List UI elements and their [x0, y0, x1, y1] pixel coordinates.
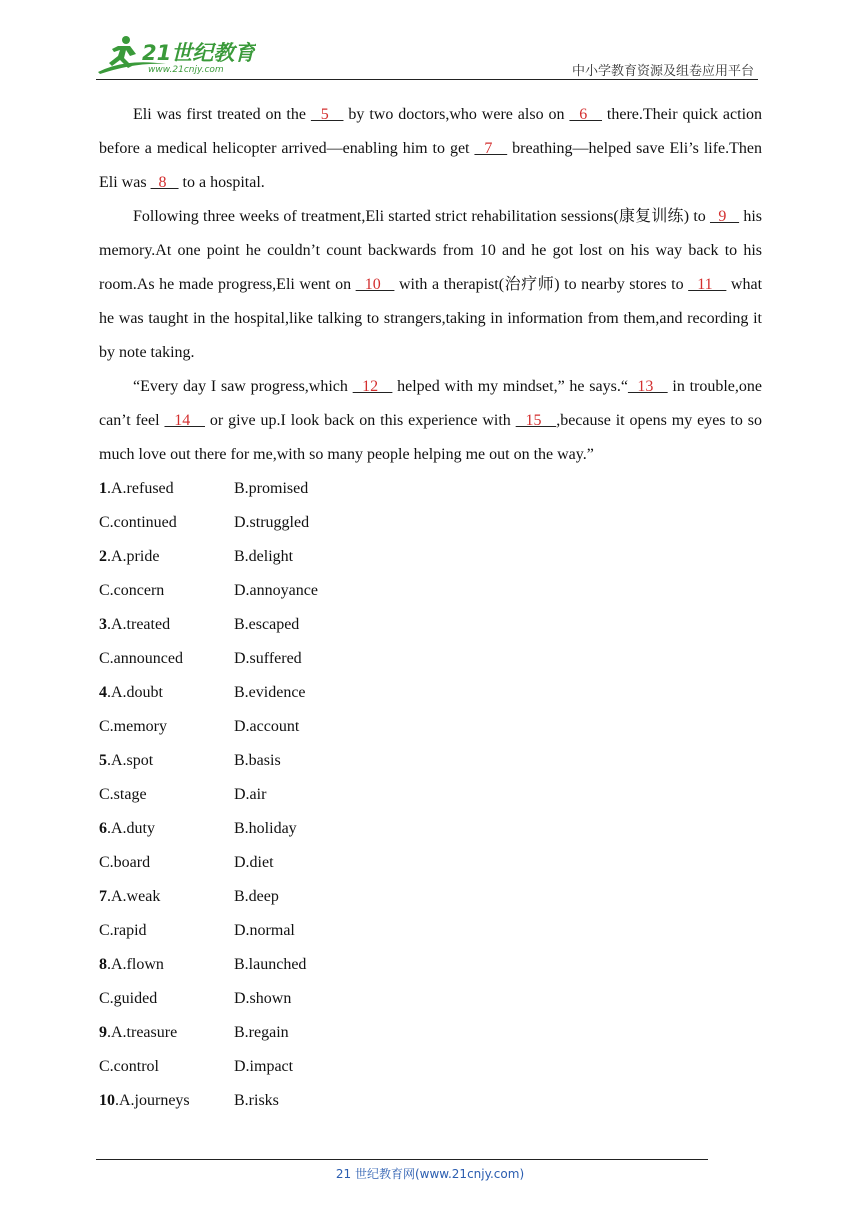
option-b: B.regain	[234, 1024, 289, 1041]
option-b: B.promised	[234, 480, 309, 497]
passage-text: by two doctors,who were also on	[343, 106, 570, 123]
blank-number: 15	[515, 412, 557, 429]
option-a: 4.A.doubt	[99, 684, 163, 701]
footer-text: 21 世纪教育网(www.21cnjy.com)	[335, 1167, 525, 1181]
option-row	[99, 744, 762, 778]
option-d: D.shown	[234, 990, 292, 1007]
option-c: C.stage	[99, 786, 147, 803]
passage-paragraph	[99, 200, 762, 370]
option-a: 9.A.treasure	[99, 1024, 178, 1041]
answer-blank	[353, 378, 393, 395]
option-c: C.announced	[99, 650, 183, 667]
option-a: 6.A.duty	[99, 820, 155, 837]
option-d: D.diet	[234, 854, 274, 871]
option-b: B.holiday	[234, 820, 297, 837]
passage-text: Eli was first treated on the	[133, 106, 311, 123]
footer-divider	[96, 1159, 708, 1160]
option-a: 2.A.pride	[99, 548, 160, 565]
option-d: D.struggled	[234, 514, 310, 531]
option-b: B.escaped	[234, 616, 300, 633]
option-a-text: A.flown	[111, 956, 164, 973]
answer-blank	[688, 276, 726, 293]
header-divider	[96, 79, 758, 80]
passage-paragraph	[99, 370, 762, 472]
option-a: 8.A.flown	[99, 956, 164, 973]
answer-blank	[569, 106, 602, 123]
document-body	[99, 98, 762, 1118]
question-number: 5	[99, 752, 107, 769]
logo-title: 21世纪教育	[142, 41, 256, 65]
passage-text: ,because it opens my eyes to so much love out there for me,with so many people helping me out on the way.”	[99, 412, 763, 463]
option-a-text: A.spot	[111, 752, 154, 769]
blank-number: 7	[474, 140, 508, 157]
answer-blank	[164, 412, 205, 429]
option-c: C.board	[99, 854, 151, 871]
option-row	[99, 1084, 762, 1118]
question-options	[99, 472, 762, 1118]
blank-number: 12	[352, 378, 393, 395]
option-row	[99, 506, 762, 540]
answer-blank	[151, 174, 179, 191]
passage-text: helped with my mindset,” he says.“	[392, 378, 628, 395]
option-a-text: A.refused	[111, 480, 174, 497]
runner-logo-icon	[96, 34, 256, 76]
option-c: C.concern	[99, 582, 165, 599]
answer-blank	[356, 276, 395, 293]
passage-text: what he was taught in the hospital,like talking to strangers,taking in information from them,and recording it by note taking.	[99, 276, 763, 361]
logo	[96, 34, 256, 76]
blank-number: 5	[310, 106, 344, 123]
option-row	[99, 914, 762, 948]
blank-number: 8	[150, 174, 179, 191]
option-c: C.memory	[99, 718, 167, 735]
option-a: 5.A.spot	[99, 752, 154, 769]
question-number: 2	[99, 548, 107, 565]
option-c: C.continued	[99, 514, 177, 531]
answer-blank	[710, 208, 739, 225]
option-a-text: A.duty	[111, 820, 155, 837]
passage-paragraph	[99, 98, 762, 200]
option-row	[99, 472, 762, 506]
option-d: D.annoyance	[234, 582, 318, 599]
question-number: 6	[99, 820, 107, 837]
option-row	[99, 1016, 762, 1050]
logo-subtitle: www.21cnjy.com	[148, 65, 224, 75]
question-number: 8	[99, 956, 107, 973]
passage-text: with a therapist(治疗师) to nearby stores to	[394, 276, 689, 293]
option-b: B.delight	[234, 548, 294, 565]
passage-text: breathing—helped save Eli’s life.Then Eli was	[99, 140, 763, 191]
option-row	[99, 676, 762, 710]
option-row	[99, 948, 762, 982]
option-c: C.control	[99, 1058, 159, 1075]
option-a-text: A.pride	[111, 548, 160, 565]
passage-text: or give up.I look back on this experience with	[204, 412, 516, 429]
option-a: 10.A.journeys	[99, 1092, 190, 1109]
option-a-text: A.treated	[111, 616, 171, 633]
option-a: 1.A.refused	[99, 480, 174, 497]
option-row	[99, 812, 762, 846]
passage-text: to a hospital.	[178, 174, 265, 191]
option-b: B.basis	[234, 752, 281, 769]
option-a-text: A.treasure	[111, 1024, 178, 1041]
option-row	[99, 540, 762, 574]
option-row	[99, 608, 762, 642]
question-number: 3	[99, 616, 107, 633]
question-number: 7	[99, 888, 107, 905]
passage-text: in trouble,one can’t feel	[99, 378, 763, 429]
option-d: D.account	[234, 718, 300, 735]
blank-number: 14	[164, 412, 205, 429]
option-b: B.deep	[234, 888, 279, 905]
option-row	[99, 982, 762, 1016]
answer-blank	[311, 106, 344, 123]
blank-number: 10	[355, 276, 395, 293]
answer-blank	[516, 412, 557, 429]
option-row	[99, 574, 762, 608]
option-row	[99, 710, 762, 744]
page-header	[0, 0, 860, 80]
question-number: 1	[99, 480, 107, 497]
option-row	[99, 642, 762, 676]
option-b: B.evidence	[234, 684, 306, 701]
option-row	[99, 880, 762, 914]
option-b: B.risks	[234, 1092, 279, 1109]
option-d: D.air	[234, 786, 267, 803]
blank-number: 13	[627, 378, 668, 395]
option-a: 7.A.weak	[99, 888, 161, 905]
blank-number: 6	[569, 106, 603, 123]
question-number: 4	[99, 684, 107, 701]
passage-text: Following three weeks of treatment,Eli started strict rehabilitation sessions(康复训练) to	[133, 208, 710, 225]
option-a: 3.A.treated	[99, 616, 171, 633]
option-row	[99, 778, 762, 812]
question-number: 10	[99, 1092, 115, 1109]
option-d: D.suffered	[234, 650, 302, 667]
blank-number: 9	[709, 208, 740, 225]
option-row	[99, 1050, 762, 1084]
question-number: 9	[99, 1024, 107, 1041]
option-a-text: A.journeys	[119, 1092, 190, 1109]
option-a-text: A.doubt	[111, 684, 163, 701]
option-d: D.normal	[234, 922, 295, 939]
option-c: C.guided	[99, 990, 158, 1007]
blank-number: 11	[688, 276, 727, 293]
passage-text: his memory.At one point he couldn’t count backwards from 10 and he got lost on his way back to his room.As he made progress,Eli went on	[99, 208, 762, 293]
option-b: B.launched	[234, 956, 307, 973]
option-a-text: A.weak	[111, 888, 161, 905]
passage-text: “Every day I saw progress,which	[133, 378, 353, 395]
passage-text: there.Their quick action before a medical helicopter arrived—enabling him to get	[99, 106, 763, 157]
header-platform-name: 中小学教育资源及组卷应用平台	[571, 64, 754, 79]
option-d: D.impact	[234, 1058, 294, 1075]
option-c: C.rapid	[99, 922, 147, 939]
answer-blank	[474, 140, 507, 157]
option-row	[99, 846, 762, 880]
answer-blank	[628, 378, 668, 395]
